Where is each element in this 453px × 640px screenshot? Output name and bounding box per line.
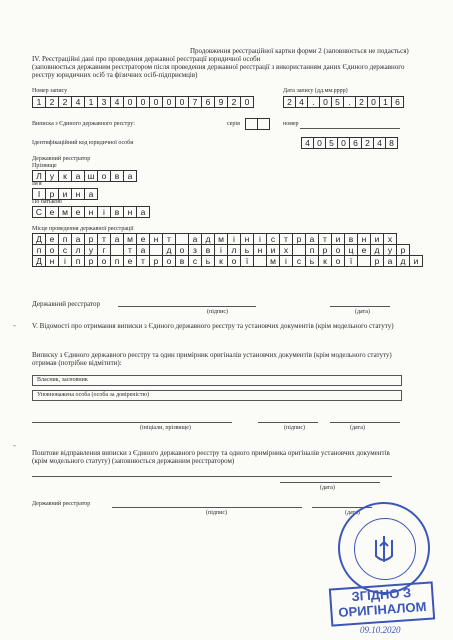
record-number-digit: 0 <box>176 96 189 108</box>
record-date-label: Дата запису (дд.мм.рррр) <box>283 88 348 94</box>
record-number-digit: 2 <box>59 96 72 108</box>
place-letter: ц <box>345 244 358 256</box>
edrpou-digit: 0 <box>338 137 350 149</box>
place-letter: н <box>150 233 163 245</box>
place-letter: с <box>267 233 280 245</box>
signature-caption: (підпис) <box>284 425 306 431</box>
signature-line <box>258 422 318 423</box>
edrpou-digit: 5 <box>326 137 338 149</box>
mail-date-line <box>280 482 380 483</box>
record-number-digit: 7 <box>189 96 202 108</box>
place-letter: Д <box>32 255 46 267</box>
place-letter <box>358 255 371 267</box>
extract-series-label: серія <box>227 121 240 127</box>
name-caption: (ініціали, прізвище) <box>140 425 191 431</box>
edrpou-label: Ідентифікаційний код юридичної особи <box>32 140 134 146</box>
place-letter: і <box>280 255 293 267</box>
extract-number-line <box>300 128 400 129</box>
signature-caption: (підпис) <box>206 510 228 516</box>
place-letter: Д <box>32 233 46 245</box>
surname-letter: в <box>111 170 124 182</box>
extract-series-cells <box>245 118 270 130</box>
record-date-cell: 5 <box>332 96 344 108</box>
surname-letter: ш <box>85 170 98 182</box>
margin-mark: - <box>13 440 16 450</box>
place-letter: а <box>306 233 319 245</box>
place-letter: а <box>189 233 202 245</box>
section-4-note: (заповнюється державним реєстратором після проведення державної реєстрації з використанням даних Єдиного державного реєстру юридичних осіб та фізичних осіб-підприємців) <box>32 63 405 79</box>
place-letter: п <box>72 255 85 267</box>
place-letter: и <box>332 233 345 245</box>
place-letter: в <box>176 255 189 267</box>
option-authorized-label: Уповноважена особа (особа за довіреністю) <box>37 392 149 398</box>
record-date-cell: 0 <box>368 96 380 108</box>
option-authorized-box[interactable] <box>32 390 402 401</box>
surname-label: Прізвище <box>32 163 57 169</box>
stamp-handwritten-date: 09.10.2020 <box>360 625 401 635</box>
mail-line <box>32 476 392 477</box>
place-letter: н <box>46 255 59 267</box>
patronymic-letter: е <box>46 206 59 218</box>
signature-line <box>118 306 256 307</box>
place-letter: і <box>254 233 267 245</box>
copy-certified-stamp <box>329 581 435 626</box>
place-letter: а <box>137 244 150 256</box>
name-letter: а <box>85 188 98 200</box>
edrpou-digit: 6 <box>350 137 362 149</box>
place-letter: с <box>293 255 306 267</box>
edrpou-digit: 4 <box>374 137 386 149</box>
patronymic-letter: м <box>59 206 72 218</box>
continuation-heading: Продовження реєстраційної картки форми 2 (заповнюється не подається) <box>190 47 409 55</box>
patronymic-letter: н <box>124 206 137 218</box>
place-letter: з <box>189 244 202 256</box>
place-letter: п <box>59 233 72 245</box>
name-line <box>32 422 232 423</box>
record-date-cell: 2 <box>356 96 368 108</box>
record-date-cell: . <box>308 96 320 108</box>
place-letter: і <box>59 255 72 267</box>
place-letter: п <box>111 255 124 267</box>
place-letter: е <box>46 233 59 245</box>
place-letter: д <box>371 244 384 256</box>
record-date-cell: 4 <box>296 96 308 108</box>
place-letter: и <box>267 244 280 256</box>
place-letter: м <box>124 233 137 245</box>
place-letter: и <box>371 233 384 245</box>
series-cell <box>258 118 270 130</box>
place-letter: р <box>85 233 98 245</box>
place-letter: н <box>358 233 371 245</box>
mail-date-caption: (дата) <box>320 485 335 491</box>
place-letter: р <box>319 244 332 256</box>
place-letter: р <box>371 255 384 267</box>
place-letter: і <box>215 244 228 256</box>
place-letter: о <box>228 255 241 267</box>
margin-mark: - <box>13 320 16 330</box>
record-number-digit: 4 <box>111 96 124 108</box>
patronymic-letter: н <box>85 206 98 218</box>
place-letter: е <box>358 244 371 256</box>
record-number-digit: 0 <box>163 96 176 108</box>
surname-letter: а <box>124 170 137 182</box>
surname-letter: у <box>46 170 59 182</box>
place-letter: т <box>319 233 332 245</box>
registrar-signature-label: Державний реєстратор <box>32 501 91 507</box>
patronymic-cells <box>32 206 150 218</box>
place-letter: е <box>124 255 137 267</box>
place-letter: д <box>397 255 410 267</box>
place-letter: а <box>111 233 124 245</box>
record-date-cell: 1 <box>380 96 392 108</box>
surname-letter: о <box>98 170 111 182</box>
record-number-digit: 1 <box>32 96 46 108</box>
place-letter: в <box>202 244 215 256</box>
place-letter: о <box>163 255 176 267</box>
option-applicant-box[interactable] <box>32 375 402 386</box>
place-letter: р <box>150 255 163 267</box>
place-letter: а <box>72 233 85 245</box>
place-letter: п <box>306 244 319 256</box>
place-letter: г <box>98 244 111 256</box>
place-letter: т <box>124 244 137 256</box>
place-letter: т <box>163 233 176 245</box>
place-letter: ь <box>202 255 215 267</box>
record-number-digit: 9 <box>215 96 228 108</box>
signature-caption: (підпис) <box>207 309 229 315</box>
place-letter: ї <box>241 255 254 267</box>
patronymic-letter: е <box>72 206 85 218</box>
place-letter: х <box>280 244 293 256</box>
stamp-line-1: ЗГІДНО З <box>351 584 412 605</box>
signature-line <box>112 507 302 508</box>
patronymic-letter: в <box>111 206 124 218</box>
place-letter: о <box>98 255 111 267</box>
place-letter: р <box>85 255 98 267</box>
name-letter: І <box>32 188 46 200</box>
patronymic-letter: і <box>98 206 111 218</box>
place-letter: с <box>189 255 202 267</box>
place-letter: н <box>254 244 267 256</box>
place-letter: т <box>137 255 150 267</box>
name-label: Ім'я <box>32 181 42 187</box>
place-letter: е <box>137 233 150 245</box>
place-letter: і <box>228 233 241 245</box>
place-letter: ь <box>306 255 319 267</box>
place-letter: ї <box>345 255 358 267</box>
trident-icon <box>338 502 430 594</box>
place-letter: у <box>85 244 98 256</box>
extract-label: Виписка з Єдиного державного реєстру: <box>32 121 135 127</box>
place-line-3 <box>32 255 423 267</box>
stamp-line-2: ОРИГІНАЛОМ <box>337 598 427 621</box>
name-letter: и <box>59 188 72 200</box>
record-date-cells <box>283 96 404 108</box>
place-letter: а <box>384 255 397 267</box>
record-number-digit: 3 <box>98 96 111 108</box>
patronymic-letter: а <box>137 206 150 218</box>
record-number-digit: 6 <box>202 96 215 108</box>
date-line <box>330 306 390 307</box>
edrpou-cells <box>301 137 398 149</box>
record-number-digit: 0 <box>124 96 137 108</box>
edrpou-digit: 4 <box>301 137 314 149</box>
place-letter <box>254 255 267 267</box>
patronymic-label: По батькові <box>32 199 62 205</box>
record-number-digit: 0 <box>241 96 254 108</box>
place-letter: с <box>59 244 72 256</box>
place-letter: о <box>332 255 345 267</box>
record-number-digit: 2 <box>46 96 59 108</box>
extract-number-label: номер <box>283 121 299 127</box>
place-letter: л <box>228 244 241 256</box>
surname-letter: Л <box>32 170 46 182</box>
place-letter: р <box>397 244 410 256</box>
record-number-digit: 2 <box>228 96 241 108</box>
record-date-cell: 0 <box>320 96 332 108</box>
record-number-digit: 1 <box>85 96 98 108</box>
place-letter: р <box>293 233 306 245</box>
place-letter: ь <box>241 244 254 256</box>
place-letter: о <box>332 244 345 256</box>
surname-cells <box>32 170 137 182</box>
place-letter: м <box>267 255 280 267</box>
place-letter: и <box>410 255 423 267</box>
official-seal <box>338 502 430 594</box>
record-number-digit: 0 <box>137 96 150 108</box>
registrar-heading: Державний реєстратор <box>32 156 91 162</box>
date-caption: (дата) <box>350 425 365 431</box>
place-letter: т <box>280 233 293 245</box>
record-number-digit: 4 <box>72 96 85 108</box>
surname-letter: к <box>59 170 72 182</box>
place-letter: д <box>202 233 215 245</box>
name-letter: н <box>72 188 85 200</box>
edrpou-digit: 2 <box>362 137 374 149</box>
place-letter: м <box>215 233 228 245</box>
place-label: Місце проведення державної реєстрації <box>32 226 134 232</box>
mail-text: Поштове відправлення виписки з Єдиного державного реєстру та одного примірника оригіналів установчих документів (крім модельного статуту) (заповнюється державним реєстратором) <box>32 449 390 465</box>
edrpou-digit: 0 <box>314 137 326 149</box>
place-letter: в <box>345 233 358 245</box>
option-applicant-label: Власник, засновник <box>37 377 88 383</box>
place-letter: л <box>72 244 85 256</box>
record-date-cell: 6 <box>392 96 404 108</box>
place-letter: у <box>384 244 397 256</box>
section-4-title: IV. Реєстраційні дані про проведення державної реєстрації юридичної особи <box>32 55 261 63</box>
patronymic-letter: С <box>32 206 46 218</box>
section-5-title: V. Відомості про отримання виписки з Єдиного державного реєстру та установчих документів (крім модельного статуту) <box>32 322 394 330</box>
registrar-signature-label: Державний реєстратор <box>32 300 100 308</box>
record-number-label: Номер запису <box>32 88 68 94</box>
edrpou-digit: 8 <box>386 137 398 149</box>
place-letter: х <box>384 233 397 245</box>
place-letter: т <box>98 233 111 245</box>
series-cell <box>245 118 258 130</box>
place-letter: о <box>46 244 59 256</box>
place-letter: п <box>32 244 46 256</box>
place-letter: к <box>215 255 228 267</box>
place-letter: к <box>319 255 332 267</box>
place-letter: о <box>176 244 189 256</box>
record-date-cell: . <box>344 96 356 108</box>
section-5-issued-text: Виписку з Єдиного державного реєстру та один примірник оригіналів установчих документів (крім модельного статуту) отримав (потрібне відмітити): <box>32 351 392 367</box>
name-letter: р <box>46 188 59 200</box>
date-caption: (дата) <box>345 510 360 516</box>
surname-letter: а <box>72 170 85 182</box>
record-number-digit: 0 <box>150 96 163 108</box>
date-line <box>330 422 400 423</box>
place-letter: н <box>241 233 254 245</box>
record-date-cell: 2 <box>283 96 296 108</box>
place-letter: д <box>163 244 176 256</box>
record-number-cells <box>32 96 254 108</box>
date-caption: (дата) <box>355 309 370 315</box>
